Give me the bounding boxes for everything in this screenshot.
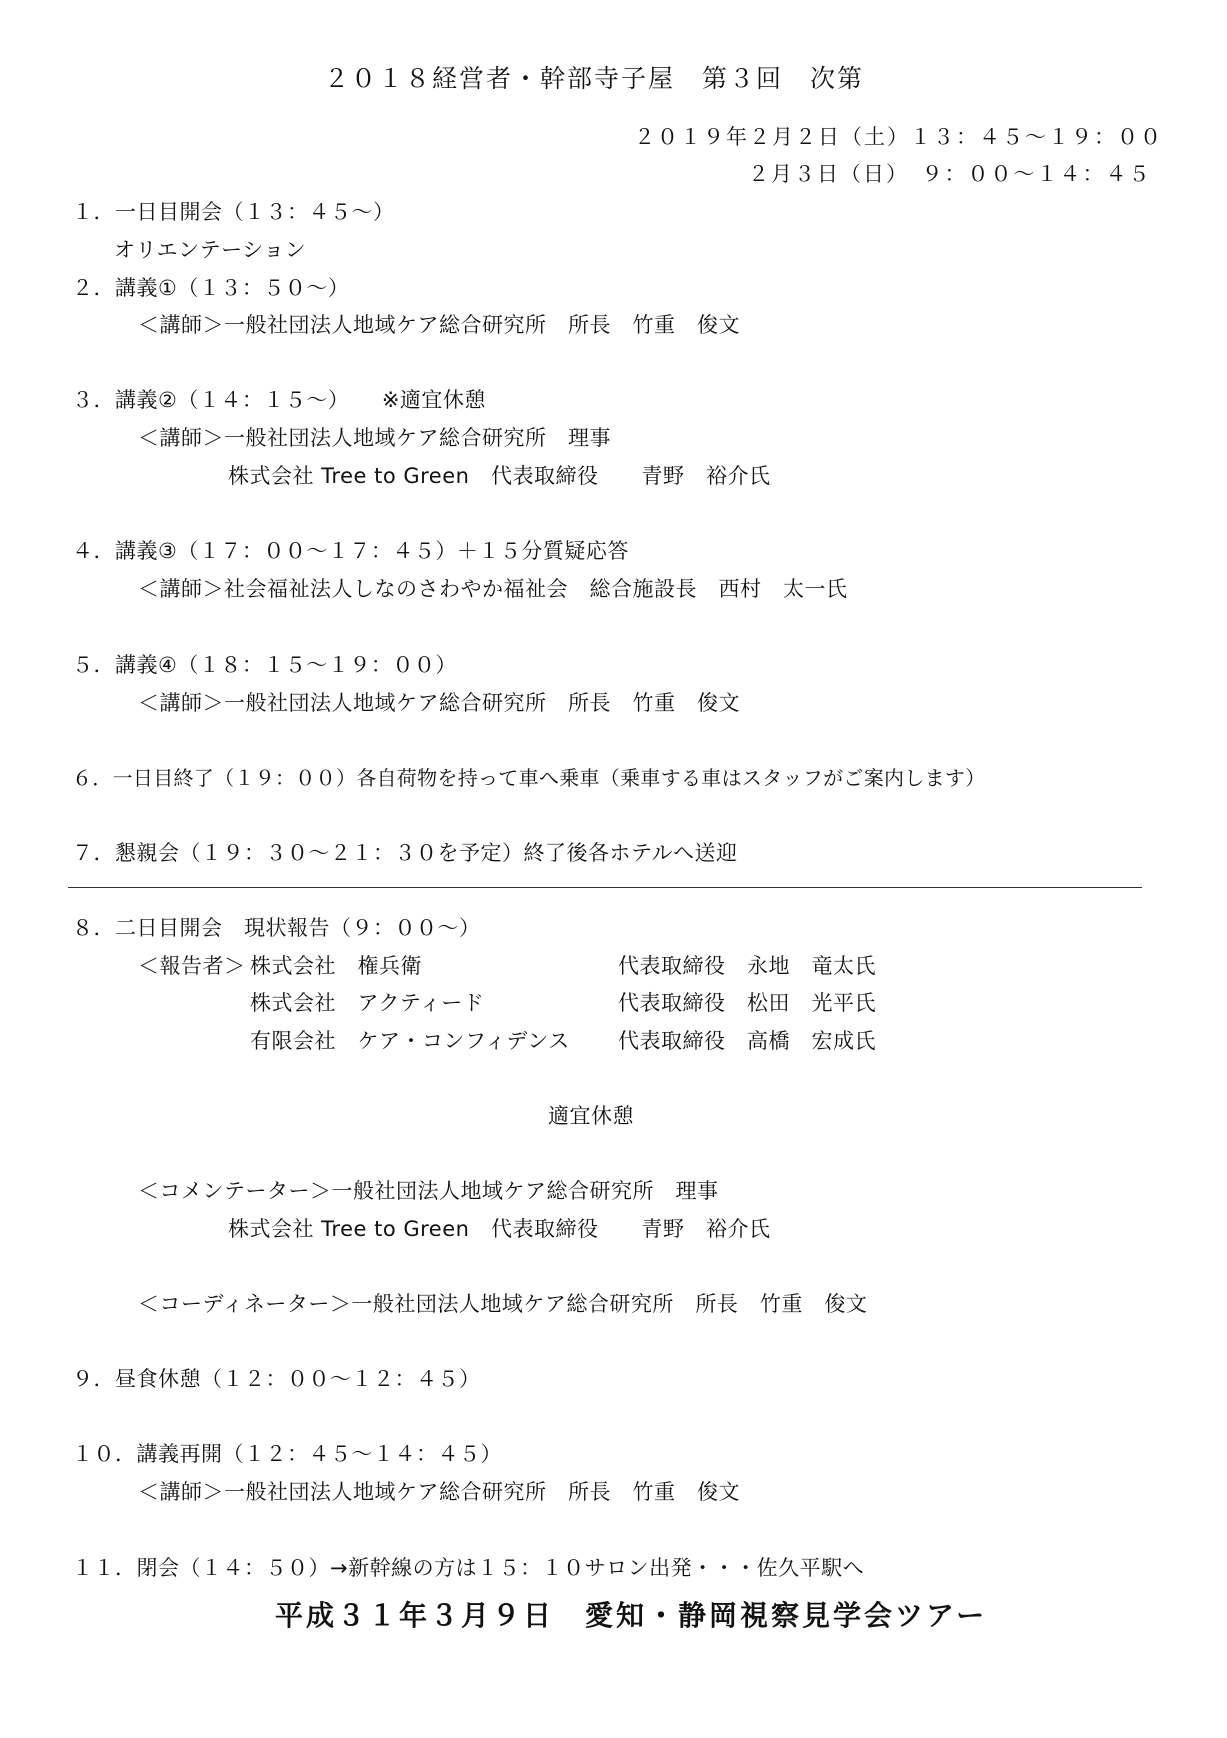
item-1-sub: オリエンテーション xyxy=(114,238,307,262)
item-6: ６．一日目終了（１９：００）各自荷物を持って車へ乗車（乗車する車はスタッフがご案内します） xyxy=(72,766,986,790)
item-10: １０．講義再開（１２：４５～１４：４５） xyxy=(72,1442,502,1466)
item-5: ５．講義④（１８：１５～１９：００） xyxy=(72,653,457,677)
item-5-lecturer: ＜講師＞一般社団法人地域ケア総合研究所 所長 竹重 俊文 xyxy=(138,691,740,715)
item-4-lecturer: ＜講師＞社会福祉法人しなのさわやか福祉会 総合施設長 西村 太一氏 xyxy=(138,577,848,601)
item-7: ７．懇親会（１９：３０～２１：３０を予定）終了後各ホテルへ送迎 xyxy=(72,841,738,865)
item-3: ３．講義②（１４：１５～） ※適宜休憩 xyxy=(72,388,486,412)
item-11: １１．閉会（１４：５０）→新幹線の方は１５：１０サロン出発・・・佐久平駅へ xyxy=(72,1556,865,1580)
section-divider xyxy=(68,887,1142,888)
reporter-role: 代表取締役 永地 竜太氏 xyxy=(618,954,876,978)
reporter-company: 株式会社 権兵衛 xyxy=(250,954,422,978)
item-3-lecturer-2: 株式会社 Tree to Green 代表取締役 青野 裕介氏 xyxy=(228,464,771,488)
reporter-company: 有限会社 ケア・コンフィデンス xyxy=(250,1029,570,1053)
reporter-prefix: ＜報告者＞ xyxy=(138,954,246,978)
item-2-lecturer: ＜講師＞一般社団法人地域ケア総合研究所 所長 竹重 俊文 xyxy=(138,313,740,337)
item-2: ２．講義①（１３：５０～） xyxy=(72,276,350,300)
item-1: １．一日目開会（１３：４５～） xyxy=(72,200,395,224)
item-9: ９．昼食休憩（１２：００～１２：４５） xyxy=(72,1367,481,1391)
item-3-lecturer: ＜講師＞一般社団法人地域ケア総合研究所 理事 xyxy=(138,426,611,450)
reporter-role: 代表取締役 松田 光平氏 xyxy=(618,991,876,1015)
coordinator: ＜コーディネーター＞一般社団法人地域ケア総合研究所 所長 竹重 俊文 xyxy=(138,1292,868,1316)
date-line-1: ２０１９年２月２日（土）１３：４５～１９：００ xyxy=(634,125,1163,149)
commentator: ＜コメンテーター＞一般社団法人地域ケア総合研究所 理事 xyxy=(138,1179,719,1203)
reporter-role: 代表取締役 高橋 宏成氏 xyxy=(618,1029,876,1053)
reporter-company: 株式会社 アクティード xyxy=(250,991,485,1015)
item-8: ８．二日目開会 現状報告（９：００～） xyxy=(72,916,481,940)
item-10-lecturer: ＜講師＞一般社団法人地域ケア総合研究所 所長 竹重 俊文 xyxy=(138,1480,740,1504)
commentator-2: 株式会社 Tree to Green 代表取締役 青野 裕介氏 xyxy=(228,1217,771,1241)
date-line-2: ２月３日（日） ９：００～１４：４５ xyxy=(748,162,1152,186)
footer-title: 平成３１年３月９日 愛知・静岡視察見学会ツアー xyxy=(275,1599,988,1632)
item-4: ４．講義③（１７：００～１７：４５）＋１５分質疑応答 xyxy=(72,539,629,563)
page-title: ２０１８経営者・幹部寺子屋 第３回 次第 xyxy=(324,64,865,93)
break-note: 適宜休憩 xyxy=(548,1104,634,1128)
